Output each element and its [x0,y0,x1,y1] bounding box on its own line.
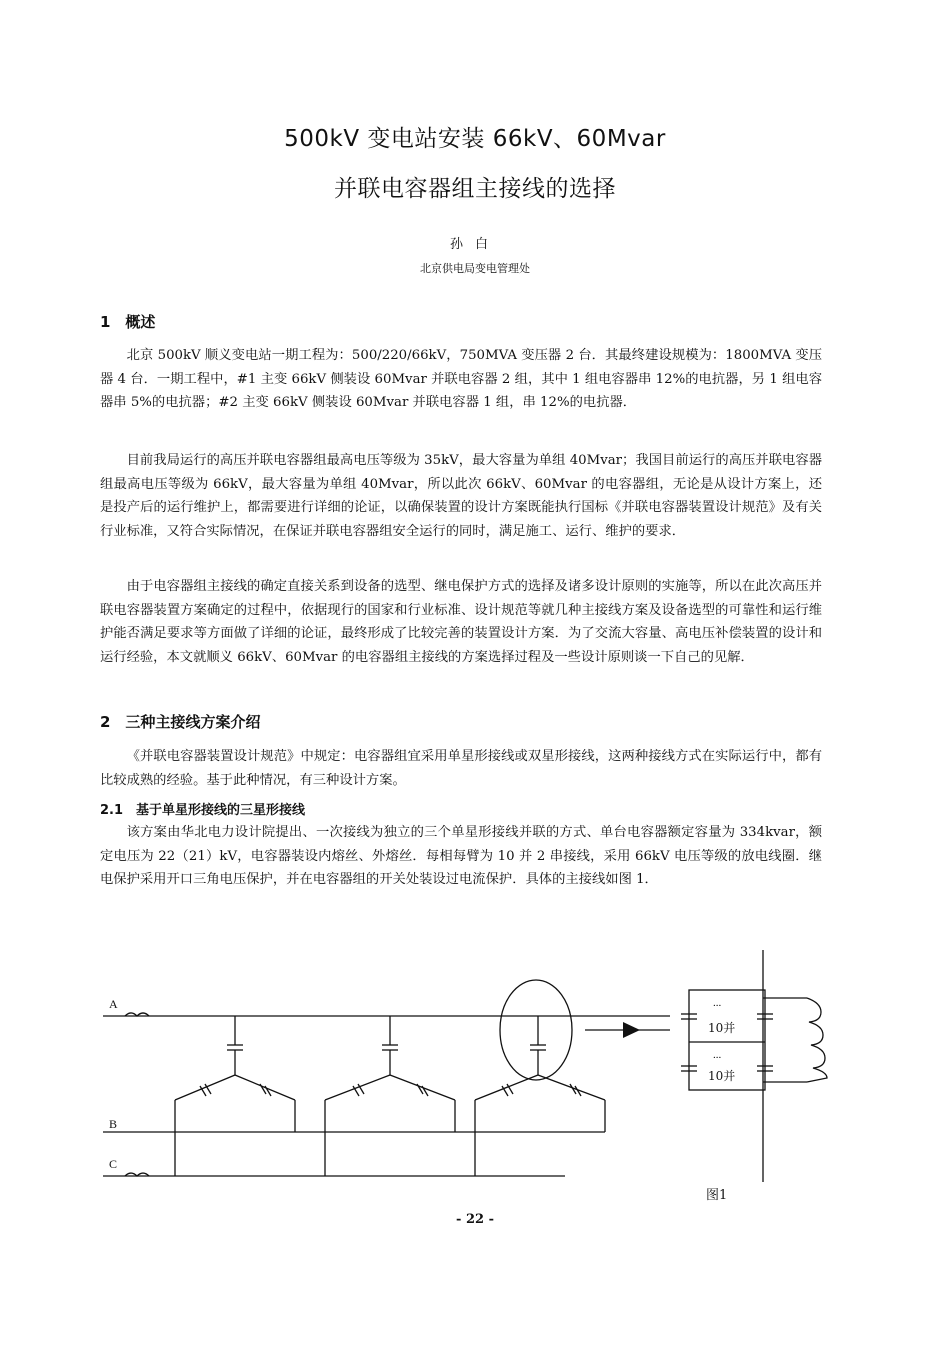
page-number: - 22 - [456,1212,494,1227]
detail-label-lower: 10并 [708,1069,736,1083]
paragraph: 目前我局运行的高压并联电容器组最高电压等级为 35kV，最大容量为单组 40Mvar；我国目前运行的高压并联电容器组最高电压等级为 66kV，最大容量为单组 40Mvar，所以此次 66kV、60Mvar 的电容器组，无论是从设计方案上，还是投产后的运行维护上，都需要进行详细的论证，以确保装置的设计方案既能执行国标《并联电容器装置设计规范》及有关行业标准，又符合实际情况，在保证并联电容器组安全运行的同时，满足施工、运行、维护的要求． [100,453,822,539]
paragraph: 该方案由华北电力设计院提出、一次接线为独立的三个单星形接线并联的方式、单台电容器额定容量为 334kvar，额定电压为 22（21）kV，电容器装设内熔丝、外熔丝．每相每臂为 10 并 2 串接线，采用 66kV 电压等级的放电线圈．继电保护采用开口三角电压保护，并在电容器组的开关处装设过电流保护．具体的主接线如图 1． [100,825,822,888]
page-title-line2: 并联电容器组主接线的选择 [334,176,616,202]
subsection-heading: 2.1 基于单星形接线的三星形接线 [100,803,306,818]
author: 孙白 [449,237,500,252]
phase-label-c: C [109,1157,118,1171]
figure-caption: 图1 [706,1188,728,1203]
section-heading-schemes: 2 三种主接线方案介绍 [100,713,261,731]
section-heading-overview: 1 概述 [100,313,156,331]
figure-1-wiring-diagram [95,950,845,1182]
phase-label-a: A [109,997,118,1011]
ellipsis-lower: ... [713,1049,722,1061]
paragraph: 北京 500kV 顺义变电站一期工程为：500/220/66kV，750MVA 变压器 2 台．其最终建设规模为：1800MVA 变压器 4 台．一期工程中，#1 主变 66kV 侧装设 60Mvar 并联电容器 2 组，其中 1 组电容器串 12%的电抗器，另 1 组电容器串 5%的电抗器；#2 主变 66kV 侧装设 60Mvar 并联电容器 1 组，串 12%的电抗器． [100,348,822,411]
paragraph: 由于电容器组主接线的确定直接关系到设备的选型、继电保护方式的选择及诸多设计原则的实施等，所以在此次高压并联电容器装置方案确定的过程中，依据现行的国家和行业标准、设计规范等就几种主接线方案及设备选型的可靠性和运行维护能否满足要求等方面做了详细的论证，最终形成了比较完善的装置设计方案．为了交流大容量、高电压补偿装置的设计和运行经验，本文就顺义 66kV、60Mvar 的电容器组主接线的方案选择过程及一些设计原则谈一下自己的见解． [100,579,822,665]
paragraph: 《并联电容器装置设计规范》中规定：电容器组宜采用单星形接线或双星形接线，这两种接线方式在实际运行中，都有比较成熟的经验。基于此种情况，有三种设计方案。 [100,749,822,788]
detail-label-upper: 10并 [708,1021,736,1035]
phase-label-b: B [109,1117,118,1131]
page-title-line1: 500kV 变电站安装 66kV、60Mvar [284,126,666,152]
affiliation: 北京供电局变电管理处 [420,262,530,275]
ellipsis-upper: ... [713,997,722,1009]
